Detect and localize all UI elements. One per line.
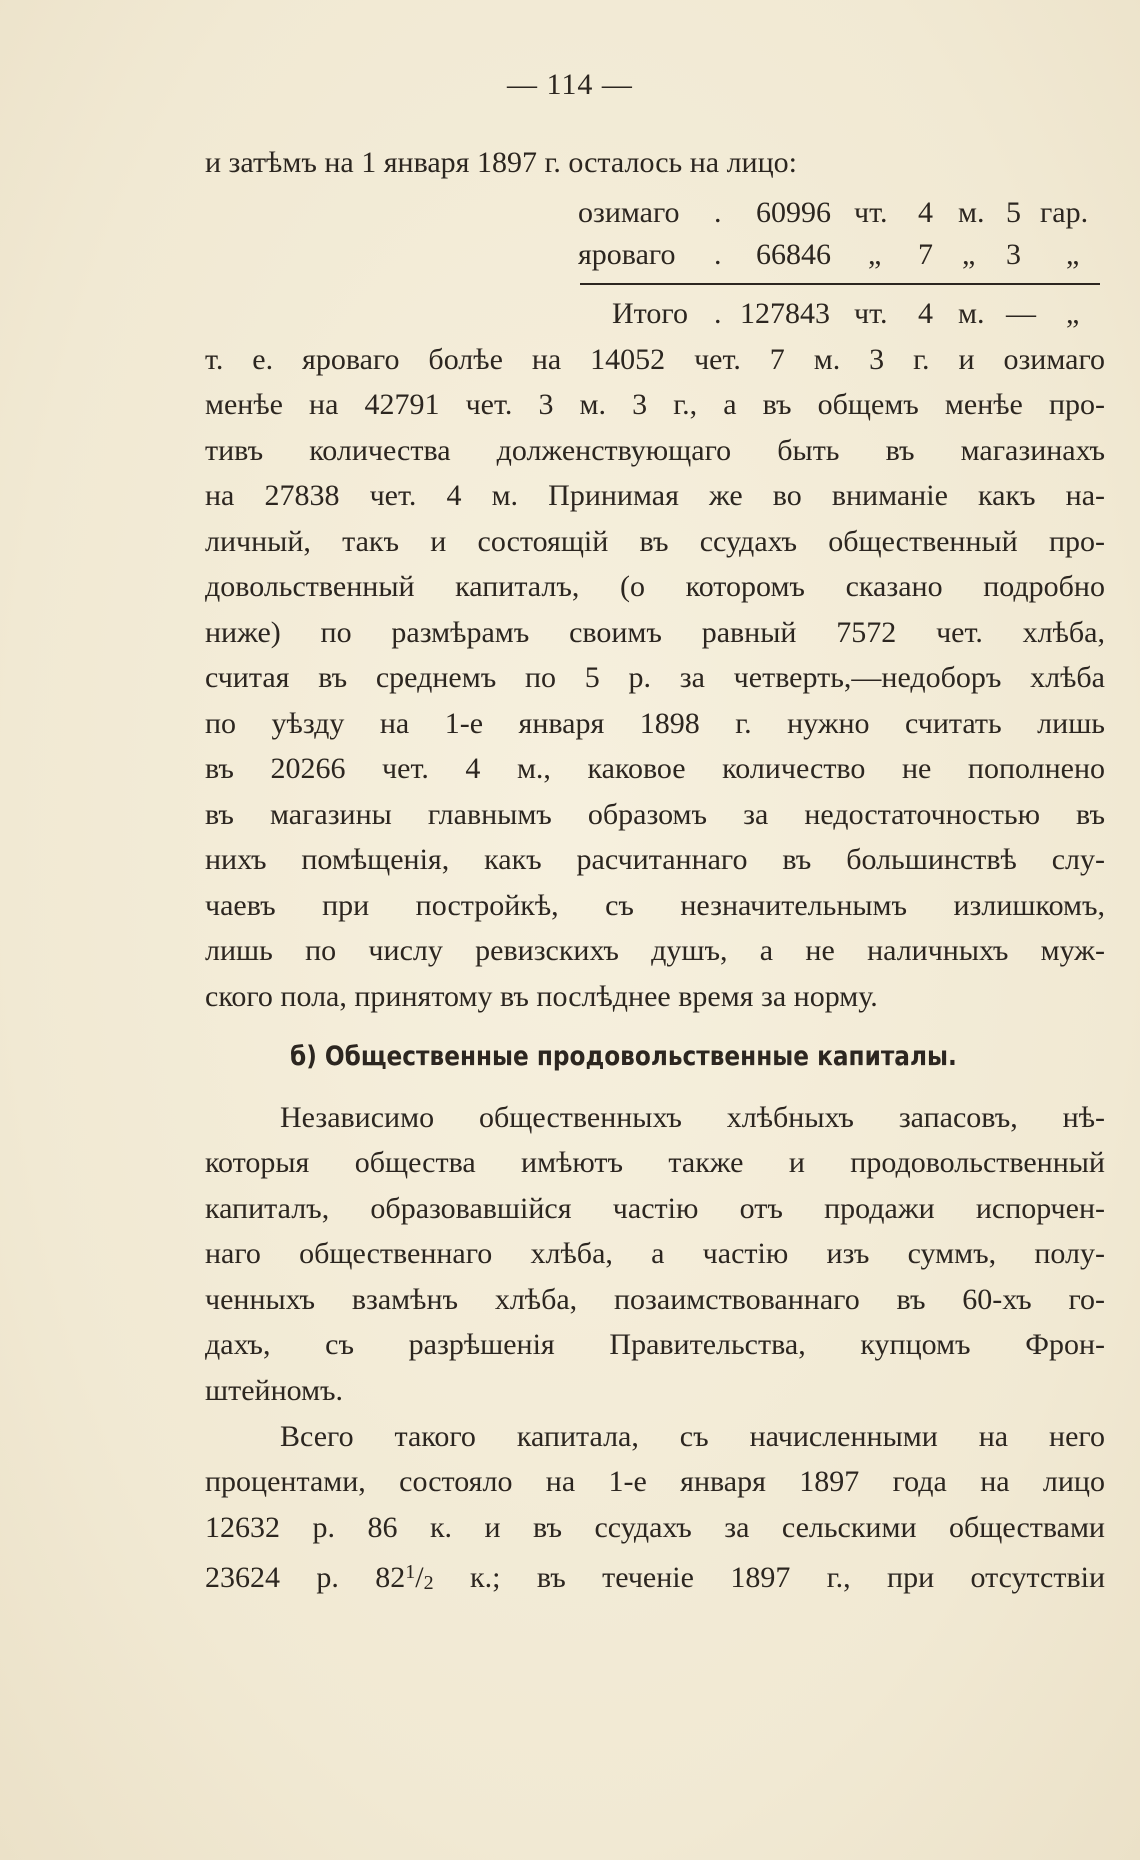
paragraph-line: нихъ помѣщенія, какъ расчитаннаго въ большинствѣ слу- (205, 843, 1105, 876)
paragraph-line: считая въ среднемъ по 5 р. за четверть,—недоборъ хлѣба (205, 661, 1105, 694)
paragraph-line: капиталъ, образовавшійся частію отъ продажи испорчен- (205, 1192, 1105, 1225)
stock-value-3: 3 (1006, 238, 1021, 271)
stock-value-3: 5 (1006, 196, 1021, 229)
stock-unit-3: гар. (1040, 196, 1089, 229)
stock-dot: . (714, 238, 722, 271)
fraction-after: к.; въ теченіе 1897 г., при отсутствіи (433, 1561, 1106, 1594)
fraction-numerator: 1 (405, 1561, 416, 1583)
paragraph-line: наго общественнаго хлѣба, а частію изъ суммъ, полу- (205, 1237, 1105, 1270)
stock-unit-2: м. (958, 196, 985, 229)
total-unit-1: чт. (854, 297, 888, 330)
stock-unit-1: чт. (854, 196, 888, 229)
stock-kind: озимаго (578, 196, 680, 229)
total-dot: . (714, 297, 722, 330)
paragraph-line: довольственный капиталъ, (о которомъ сказано подробно (205, 570, 1105, 603)
fraction-slash: / (415, 1561, 424, 1594)
stock-kind: яроваго (578, 238, 676, 271)
fraction-denominator: 2 (423, 1572, 434, 1594)
stock-value-2: 7 (918, 238, 933, 271)
stock-unit-3: „ (1066, 238, 1080, 271)
paragraph-line: дахъ, съ разрѣшенія Правительства, купцомъ Фрон- (205, 1328, 1105, 1361)
total-rule (580, 283, 1100, 285)
stock-row-spring (0, 232, 1140, 277)
stock-unit-2: „ (962, 238, 976, 271)
total-value-2: 4 (918, 297, 933, 330)
intro-line: и затѣмъ на 1 января 1897 г. осталось на лицо: (205, 146, 797, 179)
stock-qty: 66846 (756, 238, 831, 271)
total-unit-2: м. (958, 297, 985, 330)
paragraph-line: по уѣзду на 1-е января 1898 г. нужно считать лишь (205, 707, 1105, 740)
stock-unit-1: „ (868, 238, 882, 271)
total-label: Итого (612, 297, 688, 330)
page-number: — 114 — (507, 68, 633, 101)
total-unit-3: „ (1066, 297, 1080, 330)
paragraph-line: ского пола, принятому въ послѣднее время за норму. (205, 980, 878, 1013)
paragraph-line: чаевъ при постройкѣ, съ незначительнымъ излишкомъ, (205, 889, 1105, 922)
paragraph-line: тивъ количества долженствующаго быть въ магазинахъ (205, 434, 1105, 467)
total-value-3: — (1006, 297, 1036, 330)
paragraph-line: 12632 р. 86 к. и въ ссудахъ за сельскими обществами (205, 1511, 1105, 1544)
paragraph-line: штейномъ. (205, 1374, 344, 1407)
paragraph-line: въ 20266 чет. 4 м., каковое количество не пополнено (205, 752, 1105, 785)
stock-value-2: 4 (918, 196, 933, 229)
fraction-before: 23624 р. 82 (205, 1561, 406, 1594)
paragraph-line: которыя общества имѣютъ также и продовольственный (205, 1146, 1105, 1179)
stock-row-winter (0, 190, 1140, 235)
section-heading: б) Общественные продовольственные капиталы. (290, 1041, 957, 1072)
paragraph-line: ченныхъ взамѣнъ хлѣба, позаимствованнаго въ 60-хъ го- (205, 1283, 1105, 1316)
total-qty: 127843 (740, 297, 830, 330)
paragraph-line: лишь по числу ревизскихъ душъ, а не наличныхъ муж- (205, 934, 1105, 967)
paragraph-line: процентами, состояло на 1-е января 1897 года на лицо (205, 1465, 1105, 1498)
paragraph-line: т. е. яроваго болѣе на 14052 чет. 7 м. 3 г. и озимаго (205, 343, 1105, 376)
paragraph-line: Независимо общественныхъ хлѣбныхъ запасовъ, нѣ- (280, 1101, 1105, 1134)
total-row (0, 291, 1140, 336)
paragraph-line: на 27838 чет. 4 м. Принимая же во вниманіе какъ на- (205, 479, 1105, 512)
stock-qty: 60996 (756, 196, 831, 229)
paragraph-line-fraction (205, 1550, 1105, 1595)
paragraph-line: въ магазины главнымъ образомъ за недостаточностью въ (205, 798, 1105, 831)
paragraph-line: Всего такого капитала, съ начисленными на него (280, 1420, 1105, 1453)
paragraph-line: личный, такъ и состоящій въ ссудахъ общественный про- (205, 525, 1105, 558)
paragraph-line: менѣе на 42791 чет. 3 м. 3 г., а въ общемъ менѣе про- (205, 388, 1105, 421)
stock-dot: . (714, 196, 722, 229)
paragraph-line: ниже) по размѣрамъ своимъ равный 7572 чет. хлѣба, (205, 616, 1105, 649)
